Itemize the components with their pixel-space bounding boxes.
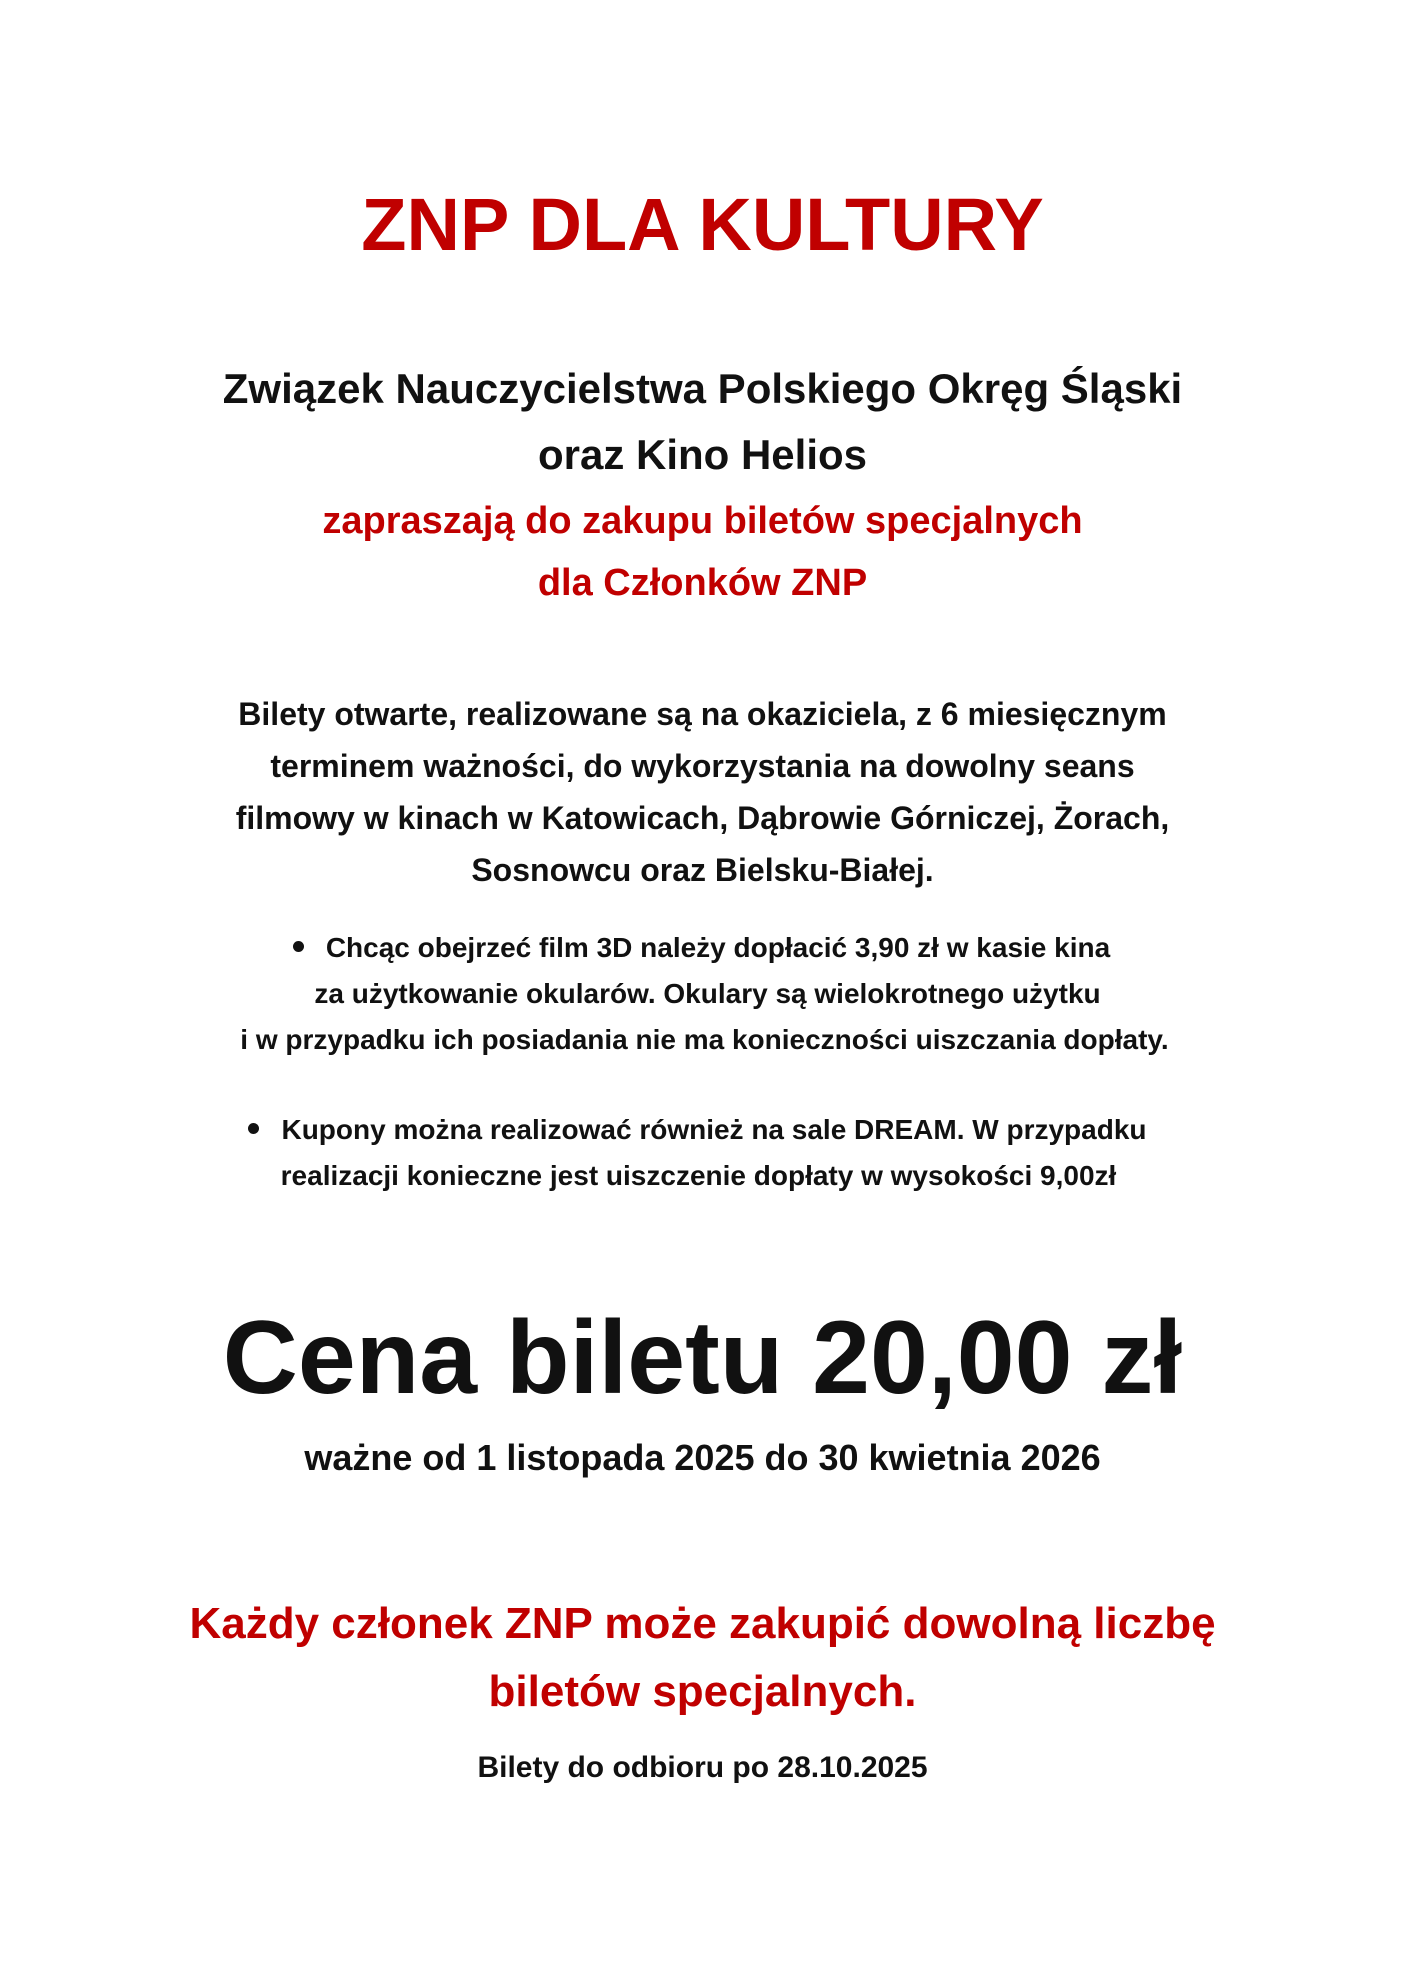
organizers-line-1: Związek Nauczycielstwa Polskiego Okręg Śląski (222, 365, 1183, 412)
intro-line-4: Sosnowcu oraz Bielsku-Białej. (471, 852, 934, 888)
ticket-price: Cena biletu 20,00 zł (222, 1300, 1183, 1416)
organizers-line-2: oraz Kino Helios (537, 431, 868, 478)
bullet-line-1: Chcąc obejrzeć film 3D należy dopłacić 3,90 zł w kasie kina (325, 932, 1111, 963)
invitation (0, 490, 1405, 614)
bullet-line-2: za użytkowanie okularów. Okulary są wielokrotnego użytku (314, 978, 1101, 1009)
member-note-line-1: Każdy członek ZNP może zakupić dowolną liczbę (189, 1599, 1216, 1648)
bullet-line-1: Kupony można realizować również na sale DREAM. W przypadku (281, 1114, 1147, 1145)
invitation-line-1: zapraszają do zakupu biletów specjalnych (322, 500, 1083, 542)
bullet-item-dream (0, 1107, 1405, 1199)
invitation-line-2: dla Członków ZNP (537, 562, 868, 604)
page-title: ZNP DLA KULTURY (361, 183, 1044, 266)
intro-line-1: Bilety otwarte, realizowane są na okaziciela, z 6 miesięcznym (238, 696, 1167, 732)
bullet-icon (248, 1123, 259, 1134)
bullet-item-3d-glasses (0, 925, 1405, 1063)
member-note (0, 1590, 1405, 1726)
pickup-date: Bilety do odbioru po 28.10.2025 (477, 1751, 928, 1784)
validity-period: ważne od 1 listopada 2025 do 30 kwietnia 2026 (304, 1437, 1101, 1478)
bullet-icon (293, 941, 304, 952)
bullet-line-2: realizacji konieczne jest uiszczenie dopłaty w wysokości 9,00zł (280, 1160, 1117, 1191)
member-note-line-2: biletów specjalnych. (488, 1667, 917, 1716)
bullet-line-3: i w przypadku ich posiadania nie ma konieczności uiszczania dopłaty. (240, 1024, 1169, 1055)
intro-line-2: terminem ważności, do wykorzystania na dowolny seans (270, 748, 1135, 784)
intro-line-3: filmowy w kinach w Katowicach, Dąbrowie Górniczej, Żorach, (235, 800, 1170, 836)
intro-paragraph (0, 688, 1405, 896)
organizers (0, 356, 1405, 488)
